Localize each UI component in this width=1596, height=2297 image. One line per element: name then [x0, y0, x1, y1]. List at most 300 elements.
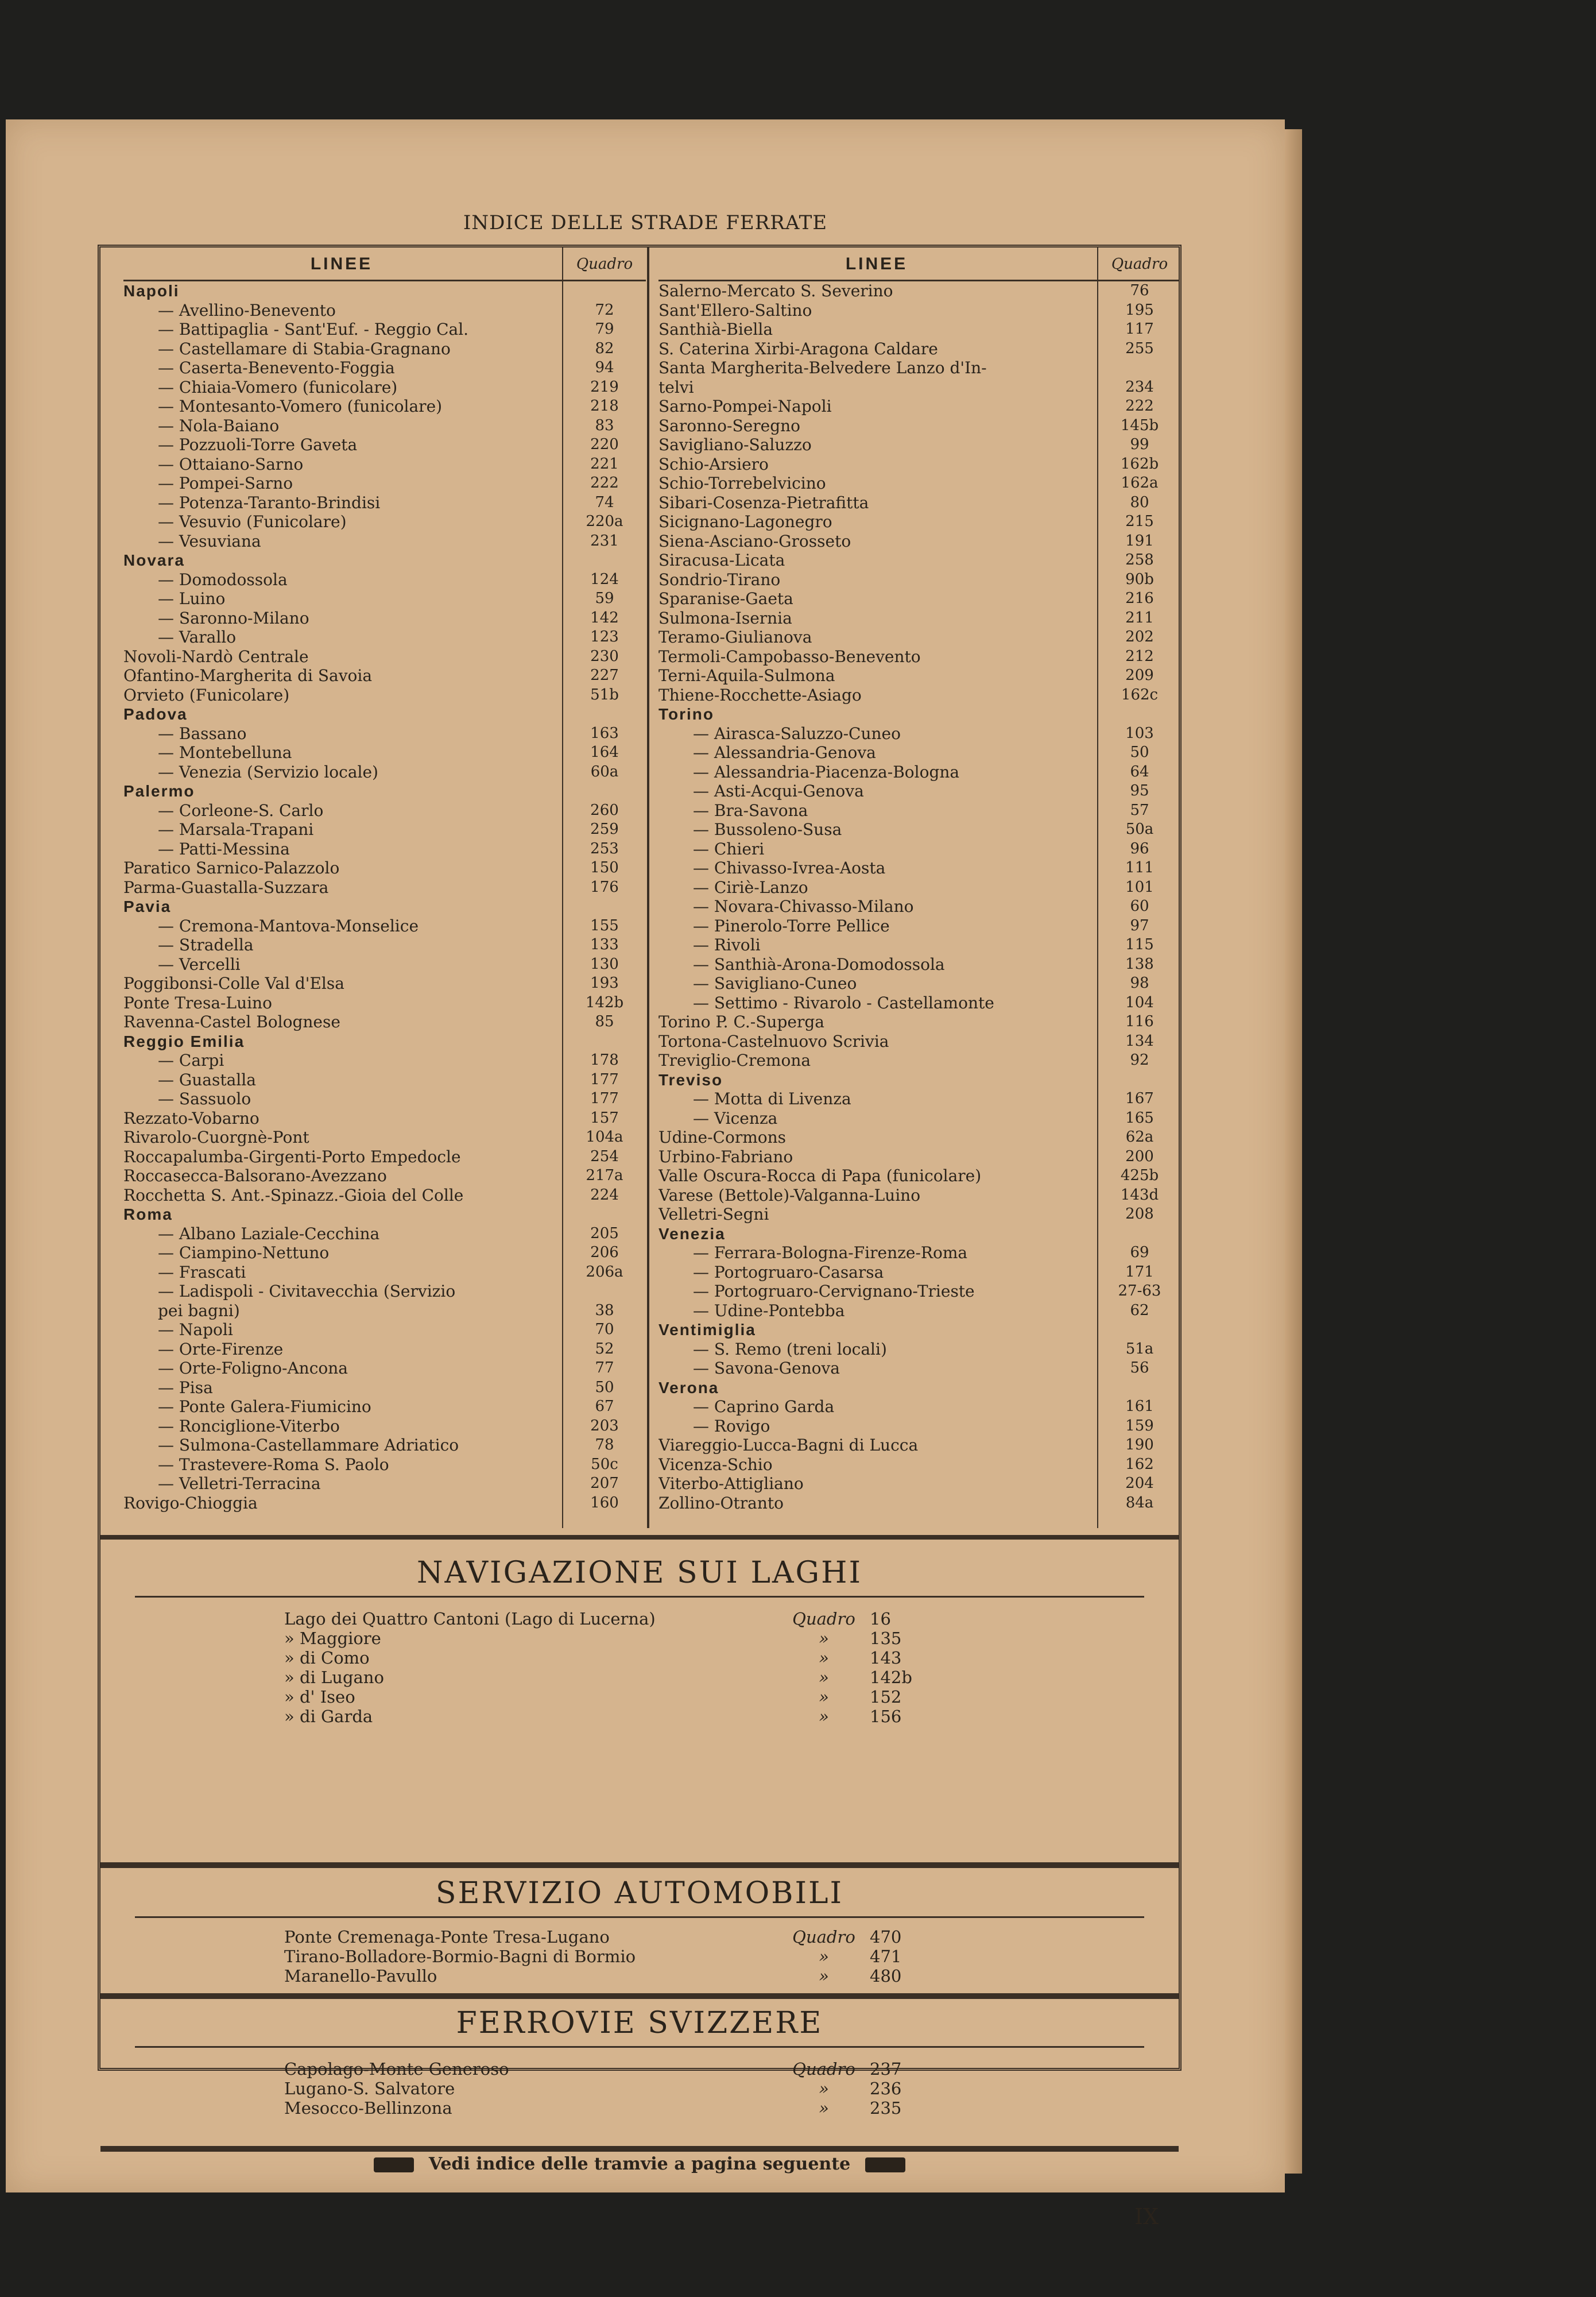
table-row [658, 301, 1179, 320]
table-row [123, 1301, 646, 1321]
line-name: Torino P. C.-Superga [658, 1012, 824, 1031]
quadro-number: 135 [870, 1629, 902, 1648]
table-row [123, 609, 646, 628]
line-name: — S. Remo (treni locali) [693, 1339, 887, 1359]
line-name: Valle Oscura-Rocca di Papa (funicolare) [658, 1166, 982, 1185]
quadro-number: 16 [870, 1609, 891, 1629]
table-row [123, 416, 646, 436]
line-name: — Portogruaro-Casarsa [693, 1262, 884, 1282]
table-row [658, 339, 1179, 359]
quadro-number: 130 [590, 955, 619, 973]
quadro-number: 77 [595, 1359, 614, 1376]
line-name: — Varallo [158, 628, 237, 647]
line-name: telvi [658, 377, 694, 397]
line-name: Siena-Asciano-Grosseto [658, 531, 851, 551]
line-name: Thiene-Rocchette-Asiago [658, 685, 862, 705]
table-row [658, 820, 1179, 840]
table-row [658, 859, 1179, 878]
quadro-number: 254 [590, 1147, 619, 1165]
table-row [658, 1359, 1179, 1378]
table-row [658, 551, 1179, 570]
quadro-number: 480 [870, 1966, 902, 1986]
table-row [658, 589, 1179, 609]
table-row [658, 1012, 1179, 1032]
quadro-number: 80 [1130, 493, 1149, 511]
table-row [658, 897, 1179, 917]
quadro-number: 203 [590, 1417, 619, 1434]
entry-name: Lago dei Quattro Cantoni (Lago di Lucerna) [284, 1609, 656, 1629]
line-name: Roccasecca-Balsorano-Avezzano [123, 1166, 387, 1185]
line-name: Novoli-Nardò Centrale [123, 647, 309, 666]
table-row [658, 1205, 1179, 1224]
quadro-number: 90b [1125, 570, 1154, 588]
quadro-number: 162 [1125, 1455, 1154, 1473]
table-row [123, 628, 646, 647]
line-name: — Corleone-S. Carlo [158, 801, 324, 820]
quadro-number: 234 [1125, 378, 1154, 396]
quadro-number: 205 [590, 1224, 619, 1242]
quadro-number: 52 [595, 1340, 614, 1358]
line-name: Treviglio-Cremona [658, 1051, 811, 1070]
table-row [123, 1224, 646, 1244]
table-row [658, 763, 1179, 782]
automobili-rows [100, 1918, 1179, 1986]
line-name: — Ladispoli - Civitavecchia (Servizio [158, 1282, 456, 1301]
table-row [123, 455, 646, 474]
table-row [658, 724, 1179, 744]
table-row [658, 628, 1179, 647]
table-row [658, 840, 1179, 859]
quadro-number: 195 [1125, 301, 1154, 319]
table-row [123, 532, 646, 551]
quadro-number: 206a [586, 1263, 623, 1281]
tramvie-note-text: Vedi indice delle tramvie a pagina seguente [428, 2154, 851, 2174]
line-name: Sparanise-Gaeta [658, 589, 793, 608]
entry-name: » di Lugano [284, 1668, 384, 1687]
quadro-number: 60a [590, 763, 619, 780]
entry-name: Tirano-Bolladore-Bormio-Bagni di Bormio [284, 1947, 636, 1966]
line-name: — Avellino-Benevento [158, 300, 336, 320]
quadro-number: 96 [1130, 840, 1149, 857]
quadro-number: 193 [590, 975, 619, 992]
list-item [100, 1609, 1179, 1629]
table-row [658, 1282, 1179, 1301]
line-name: Santhià-Biella [658, 320, 773, 339]
left-rows [123, 281, 646, 1513]
pointing-hand-icon [865, 2157, 905, 2172]
line-name: — Vesuviana [158, 531, 261, 551]
line-name: Tortona-Castelnuovo Scrivia [658, 1031, 889, 1051]
line-name: Velletri-Segni [658, 1205, 769, 1224]
table-row [658, 1397, 1179, 1417]
quadro-number: 62a [1125, 1128, 1154, 1146]
table-row [658, 1340, 1179, 1359]
line-name: Sondrio-Tirano [658, 570, 781, 589]
line-name: — Bra-Savona [693, 801, 808, 820]
city-heading-row [658, 1224, 1179, 1244]
table-row [658, 281, 1179, 301]
navigazione-section [100, 1550, 1179, 1726]
table-row [123, 589, 646, 609]
line-name: — Potenza-Taranto-Brindisi [158, 493, 381, 512]
quadro-number: 207 [590, 1475, 619, 1492]
table-row [123, 1147, 646, 1167]
quadro-number: 231 [590, 532, 619, 550]
line-name: — Rivoli [693, 935, 761, 954]
quadro-number: 97 [1130, 917, 1149, 934]
table-row [123, 647, 646, 667]
section-divider [100, 1862, 1179, 1868]
quadro-number: 190 [1125, 1436, 1154, 1453]
table-row [658, 666, 1179, 686]
line-name: — Venezia (Servizio locale) [158, 762, 378, 782]
quadro-number: 177 [590, 1070, 619, 1088]
table-row [658, 1032, 1179, 1051]
table-row [123, 840, 646, 859]
line-name: Schio-Torrebelvicino [658, 474, 826, 493]
line-name: — Savona-Genova [693, 1359, 840, 1378]
quadro-number: 85 [595, 1013, 614, 1030]
quadro-number: 64 [1130, 763, 1149, 780]
city-heading-row [123, 705, 646, 724]
quadro-number: 178 [590, 1051, 619, 1069]
line-name: Rezzato-Vobarno [123, 1108, 259, 1128]
table-row [123, 1494, 646, 1513]
quadro-number: 104a [586, 1128, 623, 1146]
table-row [123, 1166, 646, 1186]
quadro-number: 84a [1125, 1494, 1154, 1511]
table-row [658, 609, 1179, 628]
line-name: Sant'Ellero-Saltino [658, 300, 812, 320]
line-name: — Montebelluna [158, 743, 292, 762]
line-name: Terni-Aquila-Sulmona [658, 666, 835, 685]
line-name: — Airasca-Saluzzo-Cuneo [693, 724, 901, 743]
table-row [658, 1436, 1179, 1455]
table-row [123, 493, 646, 513]
line-name: — Asti-Acqui-Genova [693, 782, 864, 801]
quadro-number: 171 [1125, 1263, 1154, 1281]
quadro-number: 155 [590, 917, 619, 934]
table-row [123, 474, 646, 493]
quadro-number: 159 [1125, 1417, 1154, 1434]
quadro-label: » [819, 1648, 829, 1668]
table-row [123, 743, 646, 763]
line-name: — Novara-Chivasso-Milano [693, 897, 914, 916]
line-name: Roma [123, 1205, 173, 1223]
entry-name: Capolago-Monte Generoso [284, 2059, 509, 2079]
line-name: — Vicenza [693, 1108, 778, 1128]
line-name: Salerno-Mercato S. Severino [658, 281, 893, 300]
line-name: — Orte-Firenze [158, 1339, 284, 1359]
quadro-number: 83 [595, 416, 614, 434]
table-row [658, 1051, 1179, 1070]
city-heading-row [658, 1378, 1179, 1398]
quadro-number: 260 [590, 801, 619, 819]
line-name: — Patti-Messina [158, 839, 290, 859]
line-name: Rovigo-Chioggia [123, 1493, 258, 1513]
table-row [123, 1128, 646, 1147]
table-row [658, 435, 1179, 455]
table-row [123, 935, 646, 955]
line-name: — Sulmona-Castellammare Adriatico [158, 1436, 459, 1455]
line-name: Urbino-Fabriano [658, 1147, 793, 1166]
table-row [123, 1263, 646, 1282]
line-name: pei bagni) [158, 1301, 240, 1320]
line-name: — Settimo - Rivarolo - Castellamonte [693, 993, 994, 1012]
line-name: — Nola-Baiano [158, 416, 280, 435]
quadro-number: 222 [1125, 397, 1154, 415]
table-row [123, 570, 646, 590]
table-row [658, 455, 1179, 474]
navigazione-title: NAVIGAZIONE SUI LAGHI [417, 1556, 862, 1590]
quadro-number: 163 [590, 724, 619, 742]
line-name: — Cremona-Mantova-Monselice [158, 916, 419, 935]
line-name: Rocchetta S. Ant.-Spinazz.-Gioia del Colle [123, 1185, 464, 1205]
table-row [658, 935, 1179, 955]
list-item [100, 1966, 1179, 1986]
right-rows [658, 281, 1179, 1513]
quadro-number: 74 [595, 493, 614, 511]
line-name: Novara [123, 551, 185, 569]
line-name: — Chieri [693, 839, 765, 859]
line-name: Pavia [123, 898, 172, 915]
table-row [123, 993, 646, 1013]
quadro-label: Quadro [792, 2059, 855, 2079]
quadro-number: 57 [1130, 801, 1149, 819]
quadro-number: 133 [590, 936, 619, 953]
list-item [100, 1648, 1179, 1668]
table-row [123, 859, 646, 878]
quadro-label: » [819, 2098, 829, 2118]
table-row [658, 1147, 1179, 1167]
quadro-number: 162a [1121, 474, 1159, 492]
table-row [658, 358, 1179, 378]
quadro-number: 237 [870, 2059, 902, 2079]
line-name: — Sassuolo [158, 1089, 251, 1108]
quadro-number: 162b [1120, 455, 1159, 473]
list-item [100, 2059, 1179, 2079]
quadro-number: 176 [590, 878, 619, 896]
quadro-number: 82 [595, 339, 614, 357]
line-name: Paratico Sarnico-Palazzolo [123, 859, 340, 877]
list-item [100, 1947, 1179, 1966]
quadro-number: 145b [1120, 416, 1159, 434]
table-row [658, 1243, 1179, 1263]
quadro-number: 138 [1125, 955, 1154, 973]
entry-name: Maranello-Pavullo [284, 1966, 437, 1986]
quadro-label: » [819, 1687, 829, 1707]
quadro-number: 104 [1125, 993, 1154, 1011]
line-name: Varese (Bettole)-Valganna-Luino [658, 1185, 921, 1205]
line-name: Zollino-Otranto [658, 1493, 784, 1513]
quadro-number: 98 [1130, 975, 1149, 992]
list-item [100, 1687, 1179, 1707]
table-row [123, 955, 646, 975]
pointing-hand-icon [374, 2157, 414, 2172]
city-heading-row [658, 705, 1179, 724]
quadro-label: Quadro [792, 1609, 855, 1629]
quadro-number: 56 [1130, 1359, 1149, 1376]
table-row [123, 1455, 646, 1475]
line-name: — Saronno-Milano [158, 608, 309, 628]
line-name: — Trastevere-Roma S. Paolo [158, 1455, 389, 1474]
quadro-number: 212 [1125, 647, 1154, 665]
quadro-label: » [819, 1668, 829, 1687]
quadro-label: » [819, 1707, 829, 1726]
table-row [658, 416, 1179, 436]
table-row [658, 1186, 1179, 1205]
quadro-number: 222 [590, 474, 619, 492]
left-column [123, 248, 646, 1528]
page-edge [1285, 129, 1302, 2174]
quadro-number: 62 [1130, 1301, 1149, 1319]
book-page [6, 119, 1285, 2229]
line-name: Teramo-Giulianova [658, 628, 812, 647]
line-name: Orvieto (Funicolare) [123, 685, 290, 705]
line-name: — Chivasso-Ivrea-Aosta [693, 859, 886, 877]
quadro-number: 211 [1125, 609, 1154, 627]
line-name: Viareggio-Lucca-Bagni di Lucca [658, 1436, 919, 1455]
index-frame [98, 245, 1181, 2174]
quadro-number: 165 [1125, 1109, 1154, 1127]
quadro-heading: Quadro [1111, 256, 1168, 273]
quadro-number: 220 [590, 436, 619, 453]
section-divider [100, 2146, 1179, 2152]
quadro-number: 142b [870, 1668, 912, 1687]
quadro-label: » [819, 1966, 829, 1986]
table-row [123, 686, 646, 705]
table-row [123, 1186, 646, 1205]
quadro-number: 50 [1130, 744, 1149, 761]
list-item [100, 1927, 1179, 1947]
list-item [100, 1668, 1179, 1687]
table-row [123, 435, 646, 455]
line-name: Ventimiglia [658, 1321, 756, 1339]
table-row [658, 1089, 1179, 1109]
quadro-number: 38 [595, 1301, 614, 1319]
line-name: Saronno-Seregno [658, 416, 801, 435]
quadro-number: 216 [1125, 590, 1154, 607]
table-bottom-rule [100, 1535, 1179, 1540]
entry-name: » di Garda [284, 1707, 373, 1726]
quadro-number: 99 [1130, 436, 1149, 453]
quadro-number: 157 [590, 1109, 619, 1127]
line-name: — Napoli [158, 1320, 233, 1339]
city-heading-row [658, 1070, 1179, 1090]
quadro-number: 69 [1130, 1244, 1149, 1261]
line-name: Ravenna-Castel Bolognese [123, 1012, 340, 1031]
table-row [658, 993, 1179, 1013]
line-name: Roccapalumba-Girgenti-Porto Empedocle [123, 1147, 461, 1166]
right-column-header [658, 248, 1179, 281]
city-heading-row [123, 897, 646, 917]
line-name: — Pinerolo-Torre Pellice [693, 916, 890, 935]
quadro-number: 115 [1125, 936, 1154, 953]
table-row [658, 647, 1179, 667]
table-row [658, 801, 1179, 821]
line-name: — Pisa [158, 1378, 213, 1397]
quadro-number: 51a [1125, 1340, 1154, 1358]
line-name: — Caprino Garda [693, 1397, 835, 1416]
quadro-number: 160 [590, 1494, 619, 1511]
line-name: Santa Margherita-Belvedere Lanzo d'In- [658, 358, 987, 377]
line-name: — Stradella [158, 935, 254, 954]
line-name: — Pompei-Sarno [158, 474, 293, 493]
line-name: Torino [658, 705, 715, 723]
line-name: — Udine-Pontebba [693, 1301, 845, 1320]
quadro-label: » [819, 2079, 829, 2098]
line-name: Venezia [658, 1224, 726, 1243]
entry-name: » d' Iseo [284, 1687, 355, 1707]
line-name: — Guastalla [158, 1070, 256, 1089]
line-name: Sicignano-Lagonegro [658, 512, 832, 531]
line-name: — Albano Laziale-Cecchina [158, 1224, 380, 1243]
table-row [123, 320, 646, 339]
quadro-number: 206 [590, 1244, 619, 1261]
city-heading-row [123, 1205, 646, 1224]
city-heading-row [123, 551, 646, 570]
automobili-title: SERVIZIO AUTOMOBILI [435, 1876, 844, 1911]
quadro-number: 76 [1130, 282, 1149, 299]
quadro-number: 117 [1125, 320, 1154, 338]
quadro-number: 235 [870, 2098, 902, 2118]
line-name: — Marsala-Trapani [158, 820, 314, 839]
quadro-number: 200 [1125, 1147, 1154, 1165]
table-row [658, 917, 1179, 936]
line-name: Sarno-Pompei-Napoli [658, 397, 832, 416]
quadro-number: 59 [595, 590, 614, 607]
table-row [658, 532, 1179, 551]
quadro-number: 103 [1125, 724, 1154, 742]
list-item [100, 1707, 1179, 1726]
line-name: — Bassano [158, 724, 247, 743]
linee-heading: LINEE [310, 254, 373, 273]
table-row [658, 878, 1179, 898]
entry-name: Mesocco-Bellinzona [284, 2098, 452, 2118]
quadro-number: 50a [1125, 821, 1154, 838]
quadro-heading: Quadro [576, 256, 633, 273]
line-name: Napoli [123, 282, 180, 300]
quadro-number: 219 [590, 378, 619, 396]
line-name: Padova [123, 705, 188, 723]
line-name: Treviso [658, 1070, 723, 1089]
list-item [100, 2079, 1179, 2098]
table-row [123, 301, 646, 320]
quadro-number: 191 [1125, 532, 1154, 550]
quadro-number: 142 [590, 609, 619, 627]
quadro-number: 60 [1130, 898, 1149, 915]
quadro-number: 50c [591, 1455, 618, 1473]
line-name: Vicenza-Schio [658, 1455, 773, 1474]
table-row [658, 686, 1179, 705]
svizzere-rows [100, 2048, 1179, 2118]
quadro-number: 50 [595, 1378, 614, 1396]
line-name: Rivarolo-Cuorgnè-Pont [123, 1128, 309, 1147]
table-row [658, 493, 1179, 513]
line-name: — Motta di Livenza [693, 1089, 851, 1108]
quadro-number: 425b [1120, 1167, 1159, 1184]
city-heading-row [123, 281, 646, 301]
line-name: — Ronciglione-Viterbo [158, 1416, 340, 1436]
quadro-number: 51b [590, 686, 619, 703]
line-name: Termoli-Campobasso-Benevento [658, 647, 921, 666]
line-name: — Portogruaro-Cervignano-Trieste [693, 1282, 975, 1301]
line-name: — Chiaia-Vomero (funicolare) [158, 377, 398, 397]
quadro-number: 150 [590, 859, 619, 876]
line-name: Savigliano-Saluzzo [658, 435, 812, 454]
entry-name: » Maggiore [284, 1629, 381, 1648]
quadro-number: 79 [595, 320, 614, 338]
